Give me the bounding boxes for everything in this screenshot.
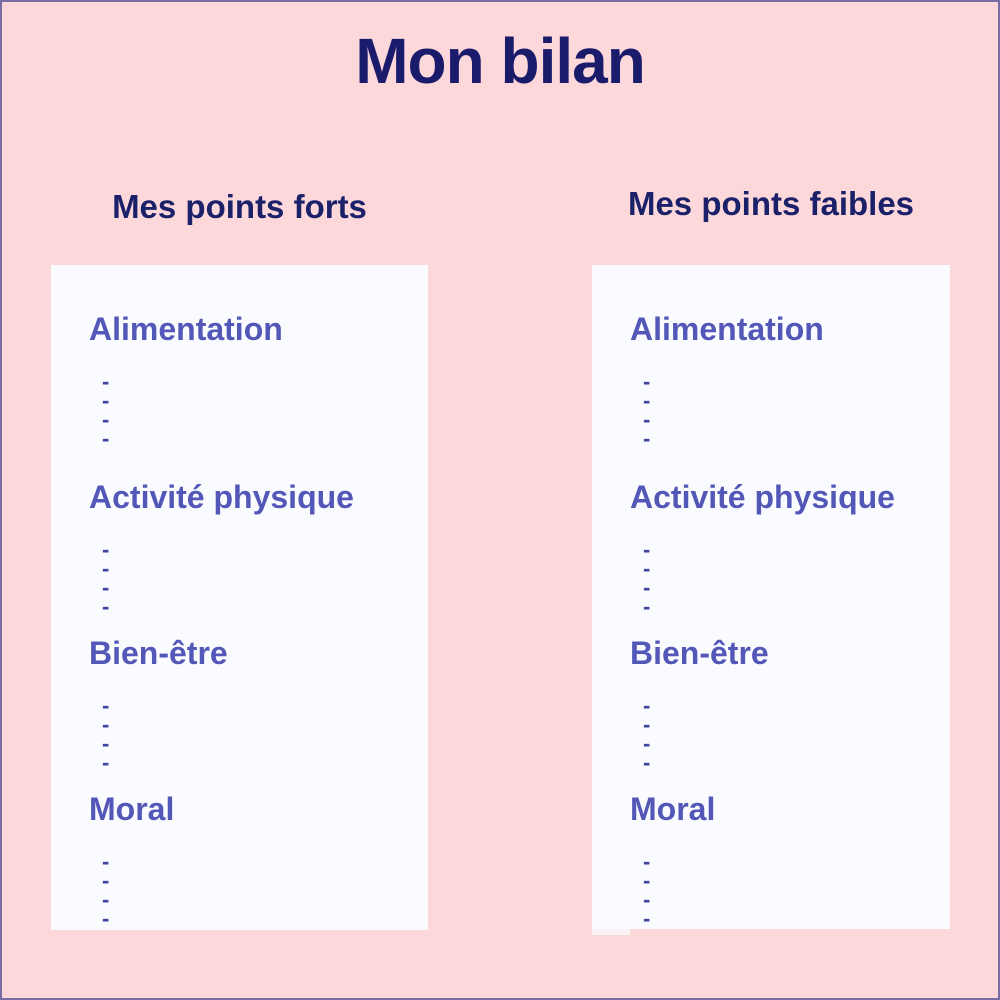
section-heading-moral: Moral [89,791,175,827]
dash-line: - [102,369,110,394]
dash-line: - [643,388,651,413]
dash-line: - [102,887,110,912]
dash-line: - [102,906,110,931]
dash-list [102,537,414,619]
dash-line: - [102,750,110,775]
section-activite-physique [89,481,414,617]
card-corner-artifact [592,929,630,935]
dash-list [102,693,414,775]
section-alimentation [630,313,936,449]
page-title: Mon bilan [355,25,645,97]
dash-line: - [102,556,110,581]
dash-list [102,849,414,931]
dash-list [643,693,936,775]
dash-list [643,369,936,451]
section-heading-bien-etre: Bien-être [89,635,228,671]
dash-line: - [643,575,651,600]
dash-line: - [102,388,110,413]
dash-line: - [102,426,110,451]
points-faibles-card [592,265,950,929]
dash-line: - [643,537,651,562]
section-heading-activite-physique: Activité physique [89,479,354,515]
dash-line: - [102,849,110,874]
dash-line: - [102,731,110,756]
dash-line: - [102,868,110,893]
dash-line: - [643,906,651,931]
dash-line: - [643,868,651,893]
dash-line: - [643,712,651,737]
section-heading-bien-etre: Bien-être [630,635,769,671]
section-moral [630,793,936,929]
dash-line: - [102,575,110,600]
dash-line: - [643,369,651,394]
dash-line: - [643,426,651,451]
section-activite-physique [630,481,936,617]
dash-line: - [643,731,651,756]
dash-line: - [643,750,651,775]
dash-list [102,369,414,451]
dash-line: - [643,556,651,581]
dash-line: - [102,693,110,718]
dash-line: - [102,537,110,562]
section-heading-alimentation: Alimentation [89,311,283,347]
section-bien-etre [630,637,936,773]
dash-line: - [643,887,651,912]
dash-line: - [643,693,651,718]
dash-line: - [102,594,110,619]
dash-line: - [643,594,651,619]
section-moral [89,793,414,929]
section-heading-activite-physique: Activité physique [630,479,895,515]
dash-line: - [643,849,651,874]
points-forts-card [51,265,428,930]
section-alimentation [89,313,414,449]
section-heading-moral: Moral [630,791,716,827]
column-header-points-faibles: Mes points faibles [627,185,915,222]
section-heading-alimentation: Alimentation [630,311,824,347]
dash-line: - [102,712,110,737]
section-bien-etre [89,637,414,773]
column-header-points-forts: Mes points forts [112,188,367,225]
dash-list [643,537,936,619]
dash-list [643,849,936,931]
dash-line: - [643,407,651,432]
dash-line: - [102,407,110,432]
